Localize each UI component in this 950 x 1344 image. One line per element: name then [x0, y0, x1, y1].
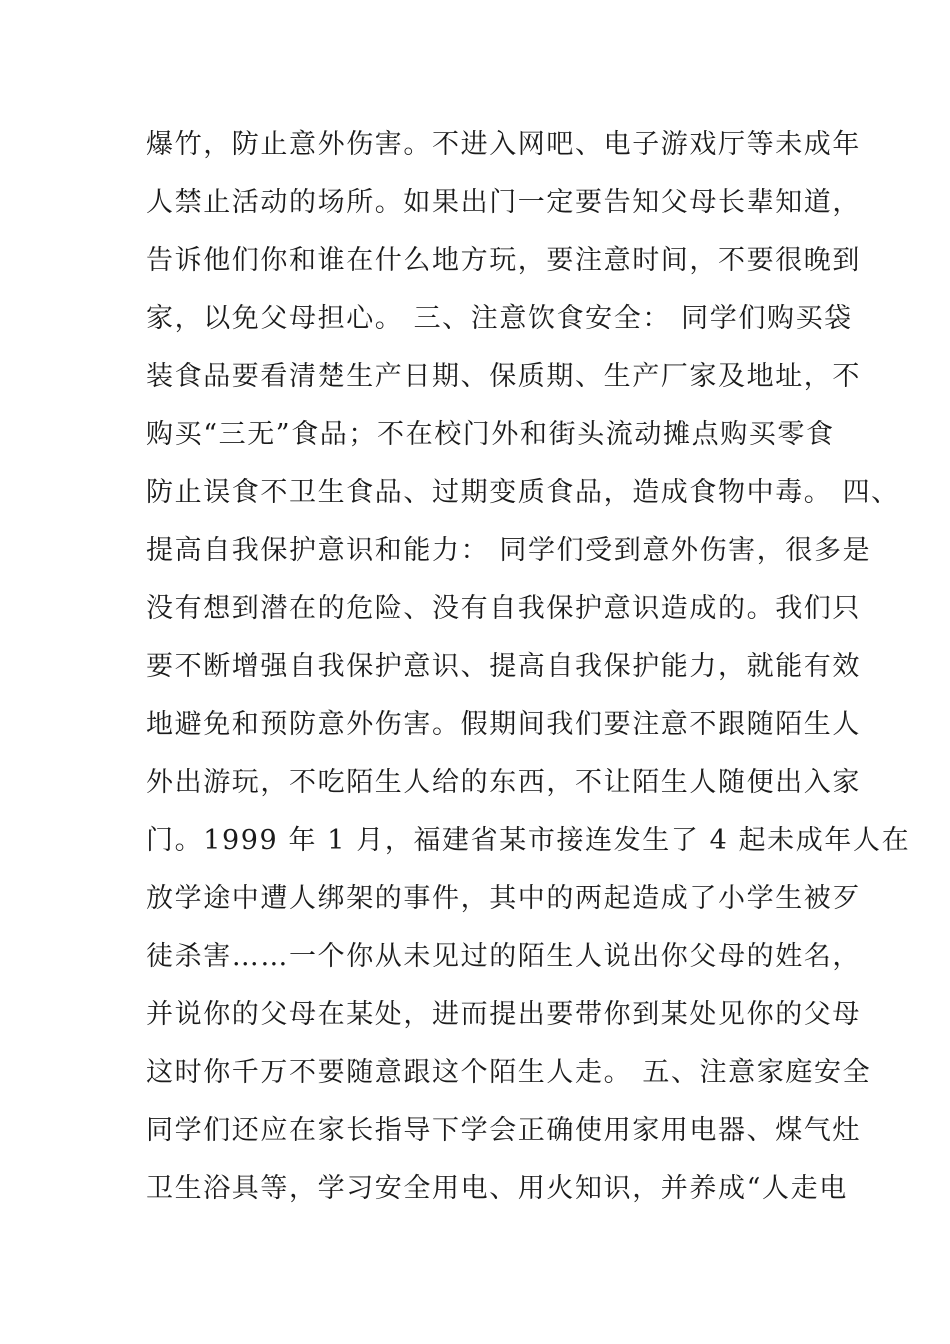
text-line: 防止误食不卫生食品、过期变质食品，造成食物中毒。 四、	[146, 477, 900, 508]
text-line: 这时你千万不要随意跟这个陌生人走。 五、注意家庭安全	[146, 1057, 872, 1088]
text-line: 没有想到潜在的危险、没有自我保护意识造成的。我们只	[146, 593, 861, 624]
text-line: 徒杀害……一个你从未见过的陌生人说出你父母的姓名，	[146, 941, 861, 972]
text-line: 并说你的父母在某处，进而提出要带你到某处见你的父母	[146, 999, 861, 1030]
text-line: 购买“三无”食品；不在校门外和街头流动摊点购买零食	[146, 419, 835, 450]
text-line: 放学途中遭人绑架的事件，其中的两起造成了小学生被歹	[146, 883, 861, 914]
text-line: 爆竹，防止意外伤害。不进入网吧、电子游戏厅等未成年	[146, 129, 861, 160]
text-line: 告诉他们你和谁在什么地方玩，要注意时间，不要很晚到	[146, 245, 861, 276]
text-line: 人禁止活动的场所。如果出门一定要告知父母长辈知道，	[146, 187, 861, 218]
text-line: 门。1999 年 1 月，福建省某市接连发生了 4 起未成年人在	[146, 825, 911, 856]
text-line: 同学们还应在家长指导下学会正确使用家用电器、煤气灶	[146, 1115, 861, 1146]
text-line: 提高自我保护意识和能力： 同学们受到意外伤害，很多是	[146, 535, 872, 566]
text-line: 卫生浴具等，学习安全用电、用火知识，并养成“人走电	[146, 1173, 848, 1204]
text-line: 要不断增强自我保护意识、提高自我保护能力，就能有效	[146, 651, 861, 682]
text-line: 装食品要看清楚生产日期、保质期、生产厂家及地址，不	[146, 361, 861, 392]
document-body	[146, 116, 911, 1218]
text-line: 外出游玩，不吃陌生人给的东西，不让陌生人随便出入家	[146, 767, 861, 798]
text-line: 地避免和预防意外伤害。假期间我们要注意不跟随陌生人	[146, 709, 861, 740]
text-line: 家，以免父母担心。 三、注意饮食安全： 同学们购买袋	[146, 303, 853, 334]
